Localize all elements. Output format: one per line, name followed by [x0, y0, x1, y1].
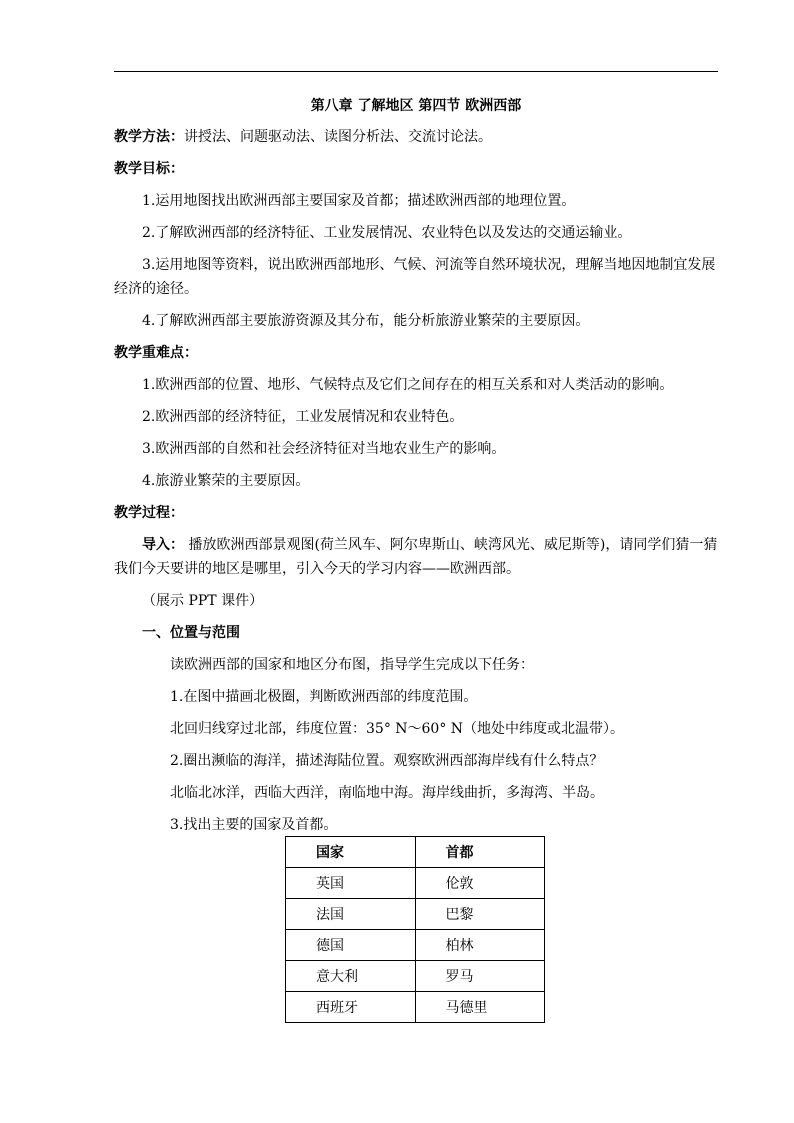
task-line: 1.在图中描画北极圈，判断欧洲西部的纬度范围。	[170, 689, 478, 705]
document-title: 第八章 了解地区 第四节 欧洲西部	[310, 98, 522, 114]
capital-cell: 马德里	[415, 992, 545, 1023]
table-row	[286, 992, 545, 1023]
task-line: 北临北冰洋，西临大西洋，南临地中海。海岸线曲折，多海湾、半岛。	[170, 785, 604, 801]
table-header-row	[286, 837, 545, 868]
lesson-plan-document	[114, 94, 718, 845]
header-rule	[114, 71, 718, 72]
country-cell: 英国	[286, 868, 416, 899]
capitals-table	[285, 836, 545, 1023]
objective-item: 4.了解欧洲西部主要旅游资源及其分布，能分析旅游业繁荣的主要原因。	[142, 313, 590, 329]
capital-cell: 罗马	[415, 961, 545, 992]
section-heading-location: 一、位置与范围	[142, 625, 240, 641]
intro-text: 播放欧洲西部景观图(荷兰风车、阿尔卑斯山、峡湾风光、威尼斯等)，请同学们猜一猜我们今天要讲的地区是哪里，引入今天的学习内容——欧洲西部。	[114, 537, 718, 577]
table-header-cell: 首都	[415, 837, 545, 868]
country-cell: 意大利	[286, 961, 416, 992]
task-line: 北回归线穿过北部，纬度位置：35° N～60° N（地处中纬度或北温带）。	[170, 721, 625, 737]
intro-paragraph	[114, 533, 718, 581]
country-cell: 西班牙	[286, 992, 416, 1023]
task-line: 读欧洲西部的国家和地区分布图，指导学生完成以下任务：	[170, 657, 534, 673]
teaching-methods	[114, 125, 718, 149]
objectives-heading: 教学目标：	[114, 161, 184, 177]
key-point-item: 1.欧洲西部的位置、地形、气候特点及它们之间存在的相互关系和对人类活动的影响。	[142, 377, 674, 393]
capital-cell: 巴黎	[415, 899, 545, 930]
country-cell: 德国	[286, 930, 416, 961]
objective-item: 2.了解欧洲西部的经济特征、工业发展情况、农业特色以及发达的交通运输业。	[142, 225, 632, 241]
methods-label: 教学方法：	[114, 129, 184, 145]
key-point-item: 2.欧洲西部的经济特征，工业发展情况和农业特色。	[142, 409, 464, 425]
key-point-item: 4.旅游业繁荣的主要原因。	[142, 473, 310, 489]
ppt-note: （展示 PPT 课件）	[142, 593, 264, 609]
table-row	[286, 868, 545, 899]
methods-text: 讲授法、问题驱动法、读图分析法、交流讨论法。	[184, 129, 492, 145]
task-line: 2.圈出濒临的海洋，描述海陆位置。观察欧洲西部海岸线有什么特点？	[170, 753, 604, 769]
table-row	[286, 961, 545, 992]
key-points-heading: 教学重难点：	[114, 345, 198, 361]
table-row	[286, 899, 545, 930]
key-point-item: 3.欧洲西部的自然和社会经济特征对当地农业生产的影响。	[142, 441, 506, 457]
capital-cell: 伦敦	[415, 868, 545, 899]
objective-item: 3.运用地图等资料，说出欧洲西部地形、气候、河流等自然环境状况，理解当地因地制宜发展经济的途径。	[114, 257, 716, 297]
objective-item: 1.运用地图找出欧洲西部主要国家及首都；描述欧洲西部的地理位置。	[142, 193, 576, 209]
country-cell: 法国	[286, 899, 416, 930]
process-heading: 教学过程：	[114, 505, 184, 521]
intro-label: 导入：	[142, 537, 184, 553]
capital-cell: 柏林	[415, 930, 545, 961]
table-header-cell: 国家	[286, 837, 416, 868]
task-line: 3.找出主要的国家及首都。	[170, 817, 338, 833]
table-row	[286, 930, 545, 961]
